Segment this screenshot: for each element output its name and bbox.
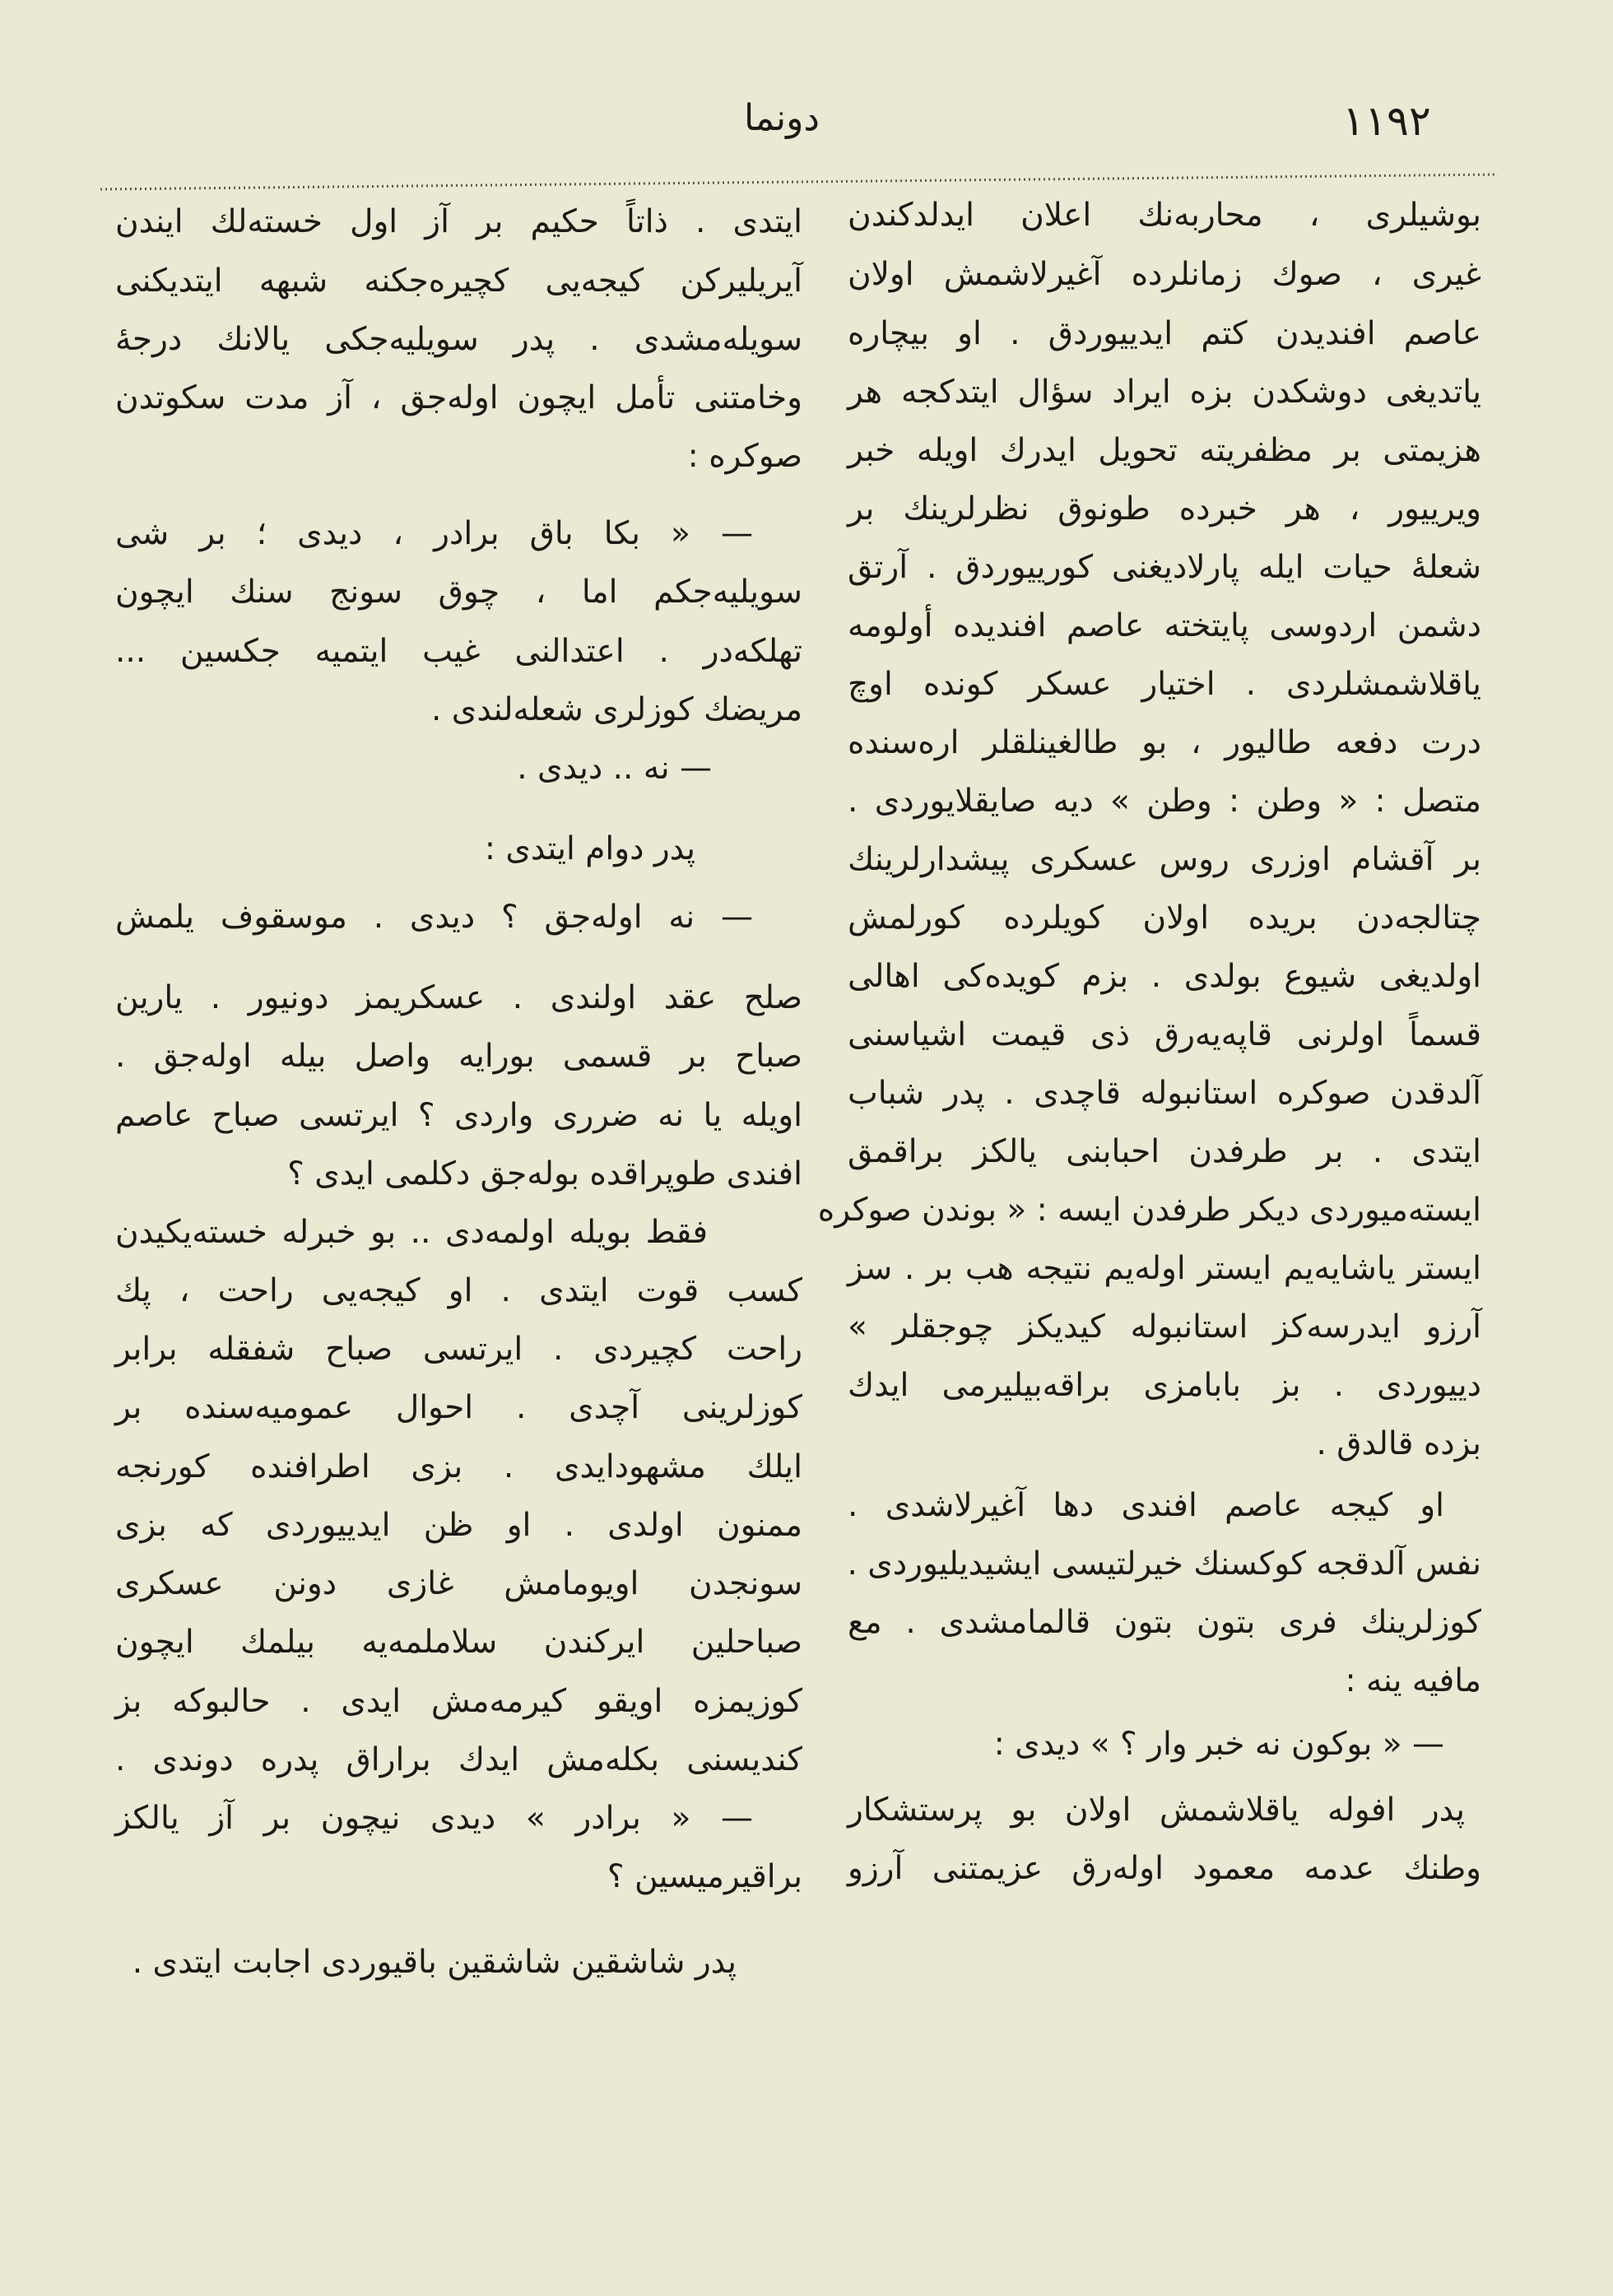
text-line: مریضك کوزلری شعله‌لندی . [431, 691, 802, 728]
text-line: آرزو ایدرسه‌کز استانبوله کیدیکز چوجقلر » [848, 1308, 1481, 1346]
text-line: دییوردی . بز بابامزی براقه‌بیلیرمی ایدك [848, 1367, 1481, 1404]
running-title: دونما [744, 97, 820, 139]
text-line: — « بوکون نه خبر وار ؟ » دیدی : [993, 1726, 1444, 1763]
text-line: پدر افوله یاقلاشمش اولان بو پرستشکار [848, 1792, 1465, 1829]
text-line: پدر شاشقین شاشقین باقیوردی اجابت ایتدی . [132, 1944, 737, 1981]
text-line: قسماً اولرنی قاپه‌یه‌رق ذی قیمت اشیاسنی [848, 1016, 1481, 1053]
text-line: سویله‌مشدی . پدر سویلیه‌جکی یالانك درجهٔ [115, 321, 802, 358]
text-line: ویرییور ، هر خبرده طونوق نظرلرینك بر [848, 490, 1481, 528]
text-line: غیری ، صوك زمانلرده آغیرلاشمش اولان [848, 256, 1481, 293]
text-line: بوشیلری ، محاربه‌نك اعلان ایدلدکندن [848, 197, 1481, 234]
text-line: یاتدیغی دوشکدن بزه ایراد سؤال ایتدکجه هر [848, 374, 1481, 411]
text-line: — « بکا باق برادر ، دیدی ؛ بر شی [115, 515, 753, 552]
text-line: عاصم افندیدن کتم ایدییوردق . او بیچاره [848, 315, 1481, 352]
text-line: بزده قالدق . [1316, 1425, 1481, 1462]
text-line: — نه .. دیدی . [517, 750, 712, 787]
text-line: صلح عقد اولندی . عسکریمز دونیور . یارین [115, 979, 802, 1016]
text-line: — « برادر » دیدی نیچون بر آز یالکز [115, 1800, 753, 1837]
right-text-column [817, 0, 1481, 2296]
text-line: یاقلاشمشلردی . اختیار عسکر کونده اوچ [848, 666, 1481, 703]
text-line: اویله یا نه ضرری واردی ؟ ایرتسی صباح عاصم [115, 1097, 802, 1134]
text-line: صباحلین ایرکندن سلاملمه‌یه بیلمك ایچون [115, 1624, 802, 1661]
text-line: اولدیغی شیوع بولدی . بزم کویده‌کی اهالی [848, 958, 1481, 995]
page-number: ١١٩٢ [1342, 97, 1431, 145]
text-line: راحت کچیردی . ایرتسی صباح شفقله برابر [115, 1331, 802, 1368]
text-line: بر آقشام اوزری روس عسکری پیشدارلرینك [848, 841, 1481, 878]
text-line: فقط بویله اولمه‌دی .. بو خبرله خسته‌یکیدن [115, 1214, 708, 1251]
text-line: آیریلیرکن کیجه‌یی کچیره‌جکنه شبهه ایتدیکنی [115, 263, 802, 300]
text-line: ممنون اولدی . او ظن ایدییوردی که بزی [115, 1507, 802, 1544]
text-line: ایتدی . بر طرفدن احبابنی یالکز براقمق [848, 1133, 1481, 1170]
text-line: شعلهٔ حیات ایله پارلادیغنی کورییوردق . آرتق [848, 549, 1481, 586]
text-line: متصل : « وطن : وطن » دیه صایقلایوردی . [848, 783, 1481, 820]
text-line: دشمن اردوسی پایتخته عاصم افندیده أولومه [848, 607, 1481, 644]
text-line: هزیمتی بر مظفریته تحویل ایدرك اویله خبر [848, 432, 1481, 469]
text-line: مافیه ینه : [1345, 1662, 1481, 1699]
text-line: تهلکه‌در . اعتدالنی غیب ایتمیه جکسین ... [115, 633, 802, 670]
text-line: پدر دوام ایتدی : [484, 830, 695, 867]
text-line: کندیسنی بکله‌مش ایدك براراق پدره دوندی . [115, 1741, 802, 1778]
text-line: آلدقدن صوکره استانبوله قاچدی . پدر شباب [848, 1075, 1481, 1112]
text-line: چتالجه‌دن بریده اولان کویلرده کورلمش [848, 899, 1481, 937]
text-line: ایتدی . ذاتاً حکیم بر آز اول خسته‌لك ایندن [115, 203, 802, 240]
text-line: افندی طوپراقده بوله‌جق دکلمی ایدی ؟ [287, 1155, 802, 1192]
text-line: براقیرمیسین ؟ [607, 1858, 802, 1895]
text-line: سونجدن اویومامش غازی دونن عسکری [115, 1565, 802, 1602]
text-line: صوکره : [687, 438, 802, 475]
text-line: وطنك عدمه معمود اوله‌رق عزیمتنی آرزو [848, 1850, 1481, 1887]
text-line: کسب قوت ایتدی . او کیجه‌یی راحت ، پك [115, 1272, 802, 1309]
text-line: او کیجه عاصم افندی دها آغیرلاشدی . [848, 1487, 1444, 1524]
text-line: درت دفعه طالیور ، بو طالغینلقلر اره‌سنده [848, 724, 1481, 761]
text-line: وخامتنی تأمل ایچون اوله‌جق ، آز مدت سکوتدن [115, 379, 802, 416]
text-line: کوزیمزه اویقو کیرمه‌مش ایدی . حالبوکه بز [115, 1683, 802, 1720]
text-line: صباح بر قسمی بورایه واصل بیله اوله‌جق . [115, 1038, 802, 1075]
text-line: سویلیه‌جکم اما ، چوق سونج سنك ایچون [115, 574, 802, 611]
text-line: ایلك مشهودایدی . بزی اطرافنده کورنجه [115, 1448, 802, 1485]
text-line: — نه اوله‌جق ؟ دیدی . موسقوف یلمش [115, 899, 753, 936]
text-line: ایستر یاشایه‌یم ایستر اوله‌یم نتیجه هب بر . سز [848, 1250, 1481, 1287]
text-line: کوزلرینی آچدی . احوال عمومیه‌سنده بر [115, 1389, 802, 1426]
text-line: نفس آلدقجه کوکسنك خیرلتیسی ایشیدیلیوردی . [847, 1545, 1481, 1583]
left-text-column [115, 0, 802, 2296]
text-line: ایسته‌میوردی دیکر طرفدن ایسه : « بوندن صوکره [817, 1192, 1481, 1229]
text-line: کوزلرینك فری بتون بتون قالمامشدی . مع [848, 1604, 1481, 1641]
